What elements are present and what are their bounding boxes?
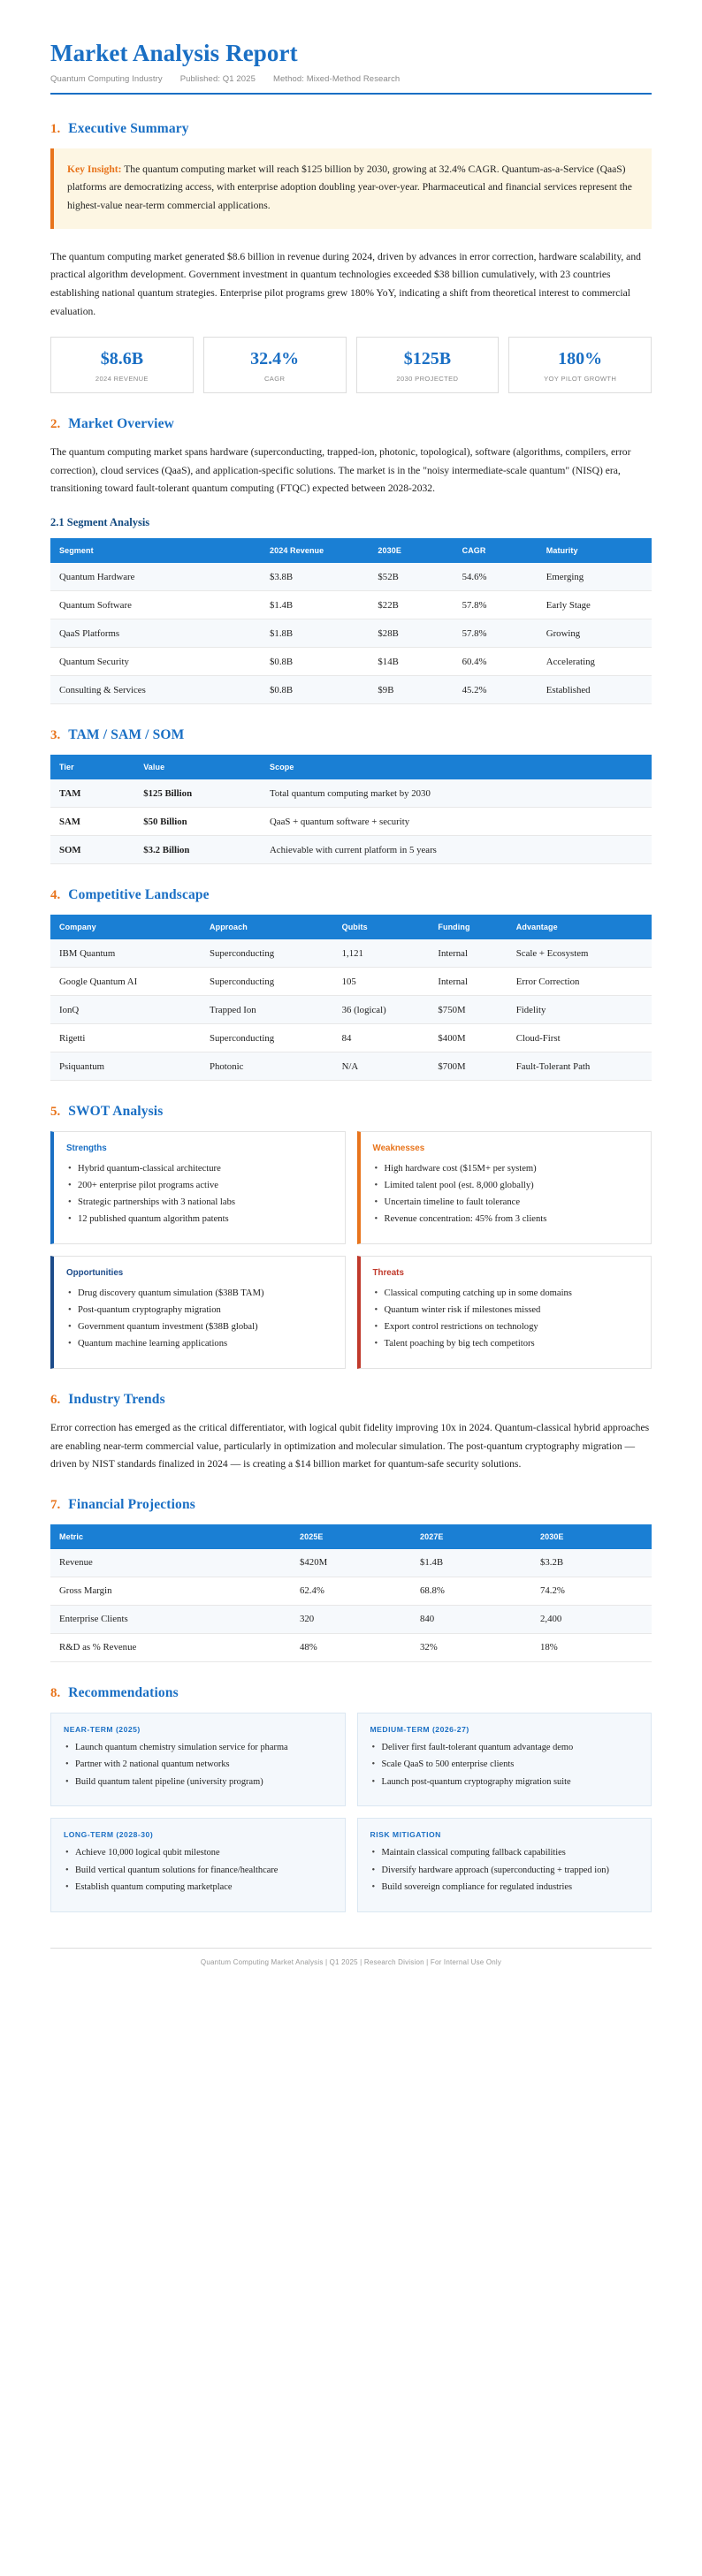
list-item: • Limited talent pool (est. 8,000 globally) <box>373 1178 639 1193</box>
meta-industry: Quantum Computing Industry <box>50 73 163 84</box>
table-row <box>50 939 652 968</box>
table-cell: 18% <box>531 1633 652 1661</box>
table-cell: $1.4B <box>411 1549 531 1577</box>
table-row <box>50 1605 652 1633</box>
metric-label: 2024 REVENUE <box>95 375 149 384</box>
section-title: Recommendations <box>68 1684 179 1700</box>
list-item: • Strategic partnerships with 3 national labs <box>66 1195 332 1210</box>
section-number: 3. <box>50 728 61 742</box>
table-cell: Gross Margin <box>50 1577 291 1605</box>
list-item: • Quantum winter risk if milestones missed <box>373 1303 639 1318</box>
column-header: 2027E <box>411 1524 531 1549</box>
column-header: Scope <box>261 755 652 779</box>
table-cell: Fidelity <box>507 996 652 1024</box>
table-row <box>50 648 652 676</box>
list-item: • Drug discovery quantum simulation ($38B TAM) <box>66 1286 332 1301</box>
list-item: • Maintain classical computing fallback capabilities <box>370 1846 639 1860</box>
table-cell: 105 <box>333 968 430 996</box>
table-cell: Superconducting <box>201 939 333 968</box>
table-cell: Fault-Tolerant Path <box>507 1052 652 1081</box>
table-cell: Rigetti <box>50 1024 201 1052</box>
column-header: Approach <box>201 915 333 939</box>
table-cell: 60.4% <box>454 648 538 676</box>
table-cell: 320 <box>291 1605 411 1633</box>
table-header-row <box>50 538 652 563</box>
section-heading <box>50 1392 652 1408</box>
table-cell: 54.6% <box>454 563 538 591</box>
table-cell: 68.8% <box>411 1577 531 1605</box>
table-cell: 2,400 <box>531 1605 652 1633</box>
table-cell: Revenue <box>50 1549 291 1577</box>
list-item: • Establish quantum computing marketplace <box>64 1881 332 1895</box>
table-cell: Internal <box>429 939 507 968</box>
table-header <box>50 915 652 939</box>
section-executive-summary <box>50 121 652 393</box>
column-header: Company <box>50 915 201 939</box>
table-cell: 36 (logical) <box>333 996 430 1024</box>
table-cell: Growing <box>538 619 652 648</box>
section-industry-trends <box>50 1392 652 1474</box>
table-cell: Error Correction <box>507 968 652 996</box>
list-item: • Diversify hardware approach (superconducting + trapped ion) <box>370 1864 639 1878</box>
list-item: • Government quantum investment ($38B global) <box>66 1319 332 1334</box>
table-row <box>50 676 652 704</box>
recommendation-card-title: LONG-TERM (2028-30) <box>64 1830 154 1840</box>
swot-list <box>373 1161 639 1227</box>
table-body <box>50 939 652 1081</box>
recommendation-list <box>64 1846 332 1895</box>
table-cell: Quantum Hardware <box>50 563 261 591</box>
table-header-row <box>50 915 652 939</box>
section-title: Executive Summary <box>68 120 189 136</box>
recommendation-card-title: NEAR-TERM (2025) <box>64 1724 141 1734</box>
table-body <box>50 779 652 864</box>
swot-card-title: Threats <box>372 1268 404 1278</box>
subsection-title-segment-analysis: 2.1 Segment Analysis <box>50 516 150 528</box>
swot-card-weaknesses <box>357 1131 652 1244</box>
column-header: 2030E <box>369 538 453 563</box>
table-cell: N/A <box>333 1052 430 1081</box>
list-item: • Partner with 2 national quantum networks <box>64 1758 332 1772</box>
table-cell: Emerging <box>538 563 652 591</box>
section-number: 4. <box>50 888 61 902</box>
list-item: • Hybrid quantum-classical architecture <box>66 1161 332 1176</box>
table-header-row <box>50 755 652 779</box>
table-cell: Photonic <box>201 1052 333 1081</box>
list-item: • Talent poaching by big tech competitors <box>373 1336 639 1351</box>
table-cell: $700M <box>429 1052 507 1081</box>
swot-card-threats <box>357 1256 652 1369</box>
table-cell: $420M <box>291 1549 411 1577</box>
section-number: 1. <box>50 121 61 136</box>
list-item: • Classical computing catching up in some domains <box>373 1286 639 1301</box>
table-header <box>50 1524 652 1549</box>
list-item: • High hardware cost ($15M+ per system) <box>373 1161 639 1176</box>
table-cell: $14B <box>369 648 453 676</box>
section-financial-projections <box>50 1497 652 1662</box>
section-title: Financial Projections <box>68 1496 195 1512</box>
list-item: • Export control restrictions on technology <box>373 1319 639 1334</box>
list-item: • 200+ enterprise pilot programs active <box>66 1178 332 1193</box>
table-cell: IonQ <box>50 996 201 1024</box>
table-cell: Consulting & Services <box>50 676 261 704</box>
table-cell: Quantum Software <box>50 591 261 619</box>
section-recommendations <box>50 1685 652 1912</box>
metric-value: 180% <box>558 349 603 369</box>
industry-trends-paragraph: Error correction has emerged as the critical differentiator, with logical qubit fidelity improving 10x in 2024. Quantum-classical hybrid approaches are enabling near-term commercial value, particularly in optimization and molecular simulation. The post-quantum cryptography migration — driven by NIST standards finalized in 2024 — is creating a $14 billion market for quantum-safe security solutions. <box>50 1422 650 1470</box>
list-item: • Revenue concentration: 45% from 3 clients <box>373 1212 639 1227</box>
financial-projections-table <box>50 1524 652 1662</box>
table-row <box>50 808 652 836</box>
table-cell: Scale + Ecosystem <box>507 939 652 968</box>
competitive-landscape-table <box>50 915 652 1081</box>
metric-value: 32.4% <box>250 349 300 369</box>
table-cell: TAM <box>50 779 134 808</box>
list-item: • 12 published quantum algorithm patents <box>66 1212 332 1227</box>
column-header: Advantage <box>507 915 652 939</box>
meta-published: Published: Q1 2025 <box>179 73 256 84</box>
list-item: • Scale QaaS to 500 enterprise clients <box>370 1758 639 1772</box>
column-header: Value <box>134 755 261 779</box>
tam-sam-som-table <box>50 755 652 864</box>
table-cell: Early Stage <box>538 591 652 619</box>
column-header: Maturity <box>538 538 652 563</box>
table-cell: Trapped Ion <box>201 996 333 1024</box>
table-cell: 840 <box>411 1605 531 1633</box>
swot-list <box>66 1286 332 1352</box>
table-cell: 48% <box>291 1633 411 1661</box>
list-item: • Deliver first fault-tolerant quantum advantage demo <box>370 1741 639 1755</box>
column-header: Segment <box>50 538 261 563</box>
section-heading <box>50 1685 652 1701</box>
table-cell: Psiquantum <box>50 1052 201 1081</box>
table-cell: $9B <box>369 676 453 704</box>
column-header: Metric <box>50 1524 291 1549</box>
section-swot-analysis <box>50 1104 652 1369</box>
section-number: 7. <box>50 1497 61 1512</box>
recommendation-card <box>357 1818 652 1911</box>
section-title: Competitive Landscape <box>68 887 210 902</box>
section-title: Market Overview <box>68 416 174 432</box>
table-cell: $50 Billion <box>134 808 261 836</box>
section-heading <box>50 1104 652 1120</box>
list-item: • Post-quantum cryptography migration <box>66 1303 332 1318</box>
metric-card <box>203 337 347 393</box>
table-row <box>50 1052 652 1081</box>
table-cell: Accelerating <box>538 648 652 676</box>
table-cell: 62.4% <box>291 1577 411 1605</box>
document-meta <box>50 74 652 84</box>
table-row <box>50 591 652 619</box>
metric-label: 2030 PROJECTED <box>396 375 459 384</box>
table-cell: $22B <box>369 591 453 619</box>
table-cell: $750M <box>429 996 507 1024</box>
table-header-row <box>50 1524 652 1549</box>
table-row <box>50 1549 652 1577</box>
table-cell: $1.4B <box>261 591 369 619</box>
table-cell: $3.2B <box>531 1549 652 1577</box>
metric-label: CAGR <box>263 375 286 384</box>
column-header: Qubits <box>333 915 430 939</box>
list-item: • Launch quantum chemistry simulation service for pharma <box>64 1741 332 1755</box>
metric-label: YOY PILOT GROWTH <box>544 375 617 384</box>
table-cell: Enterprise Clients <box>50 1605 291 1633</box>
section-heading <box>50 121 652 137</box>
metric-card <box>50 337 194 393</box>
key-insight-callout <box>50 148 652 229</box>
list-item: • Build quantum talent pipeline (university program) <box>64 1775 332 1790</box>
table-header <box>50 538 652 563</box>
swot-list <box>66 1161 332 1227</box>
recommendations-grid <box>50 1713 652 1912</box>
section-number: 2. <box>50 417 61 432</box>
footer-text: Quantum Computing Market Analysis | Q1 2025 | Research Division | For Internal Use Only <box>200 1957 502 1966</box>
table-cell: $3.8B <box>261 563 369 591</box>
table-cell: 32% <box>411 1633 531 1661</box>
table-cell: 45.2% <box>454 676 538 704</box>
market-overview-paragraph: The quantum computing market spans hardware (superconducting, trapped-ion, photonic, topological), software (algorithms, compilers, error correction), cloud services (QaaS), and application-specific solutions. The market is in the "noisy intermediate-scale quantum" (NISQ) era, transitioning toward fault-tolerant quantum computing (FTQC) expected between 2028-2032. <box>50 446 631 495</box>
recommendation-card-title: RISK MITIGATION <box>370 1830 441 1840</box>
list-item: • Uncertain timeline to fault tolerance <box>373 1195 639 1210</box>
swot-card-title: Weaknesses <box>372 1144 425 1153</box>
metric-card <box>356 337 500 393</box>
section-title: TAM / SAM / SOM <box>68 727 185 742</box>
table-cell: Internal <box>429 968 507 996</box>
recommendation-list <box>370 1741 639 1790</box>
table-cell: QaaS Platforms <box>50 619 261 648</box>
table-body <box>50 563 652 704</box>
recommendation-card <box>50 1818 346 1911</box>
recommendation-card-title: MEDIUM-TERM (2026-27) <box>370 1724 469 1734</box>
section-heading <box>50 887 652 903</box>
section-number: 8. <box>50 1685 61 1700</box>
table-cell: Google Quantum AI <box>50 968 201 996</box>
swot-grid <box>50 1131 652 1369</box>
recommendation-list <box>64 1741 332 1790</box>
table-header <box>50 755 652 779</box>
table-cell: $1.8B <box>261 619 369 648</box>
table-row <box>50 1024 652 1052</box>
metric-value: $125B <box>403 349 452 369</box>
section-heading <box>50 727 652 743</box>
recommendation-list <box>370 1846 639 1895</box>
metric-cards-row <box>50 337 652 393</box>
table-cell: 1,121 <box>333 939 430 968</box>
executive-summary-paragraph: The quantum computing market generated $8.6 billion in revenue during 2024, driven by advances in error correction, hardware scalability, and practical algorithm development. Government investment in quantum technologies exceeded $38 billion cumulatively, with 23 countries establishing national quantum strategies. Enterprise pilot programs grew 180% YoY, indicating a shift from theoretical interest to commercial evaluation. <box>50 250 641 317</box>
document-footer <box>50 1948 652 1986</box>
table-cell: Superconducting <box>201 1024 333 1052</box>
column-header: 2030E <box>531 1524 652 1549</box>
table-cell: QaaS + quantum software + security <box>261 808 652 836</box>
metric-card <box>508 337 652 393</box>
table-row <box>50 619 652 648</box>
table-cell: $52B <box>369 563 453 591</box>
section-heading <box>50 416 652 432</box>
section-number: 5. <box>50 1105 61 1119</box>
table-body <box>50 1549 652 1662</box>
recommendation-card <box>50 1713 346 1806</box>
list-item: • Quantum machine learning applications <box>66 1336 332 1351</box>
table-row <box>50 996 652 1024</box>
section-heading <box>50 1497 652 1513</box>
segment-analysis-table <box>50 538 652 704</box>
table-row <box>50 836 652 864</box>
swot-card-strengths <box>50 1131 346 1244</box>
table-cell: Cloud-First <box>507 1024 652 1052</box>
document-header <box>50 39 652 95</box>
callout-body <box>67 161 637 216</box>
column-header: Tier <box>50 755 134 779</box>
column-header: 2024 Revenue <box>261 538 369 563</box>
table-cell: $125 Billion <box>134 779 261 808</box>
list-item: • Build vertical quantum solutions for finance/healthcare <box>64 1864 332 1878</box>
table-cell: $0.8B <box>261 648 369 676</box>
column-header: 2025E <box>291 1524 411 1549</box>
table-cell: SAM <box>50 808 134 836</box>
list-item: • Build sovereign compliance for regulated industries <box>370 1881 639 1895</box>
table-cell: 84 <box>333 1024 430 1052</box>
table-cell: $28B <box>369 619 453 648</box>
table-cell: Total quantum computing market by 2030 <box>261 779 652 808</box>
swot-card-title: Opportunities <box>66 1268 124 1278</box>
table-cell: $400M <box>429 1024 507 1052</box>
page-title: Market Analysis Report <box>50 40 298 66</box>
swot-list <box>373 1286 639 1352</box>
table-row <box>50 563 652 591</box>
section-title: Industry Trends <box>68 1392 165 1407</box>
table-cell: Quantum Security <box>50 648 261 676</box>
column-header: CAGR <box>454 538 538 563</box>
table-cell: IBM Quantum <box>50 939 201 968</box>
section-competitive-landscape <box>50 887 652 1081</box>
table-row <box>50 1633 652 1661</box>
table-row <box>50 1577 652 1605</box>
table-cell: 57.8% <box>454 619 538 648</box>
section-number: 6. <box>50 1393 61 1407</box>
metric-value: $8.6B <box>100 349 144 369</box>
callout-text: The quantum computing market will reach $125 billion by 2030, growing at 32.4% CAGR. Quantum-as-a-Service (QaaS) platforms are democratizing access, with enterprise adoption doubling year-over-year. Pharmaceutical and financial services represent the highest-value near-term commercial applications. <box>67 163 632 211</box>
section-market-overview <box>50 416 652 704</box>
table-cell: Superconducting <box>201 968 333 996</box>
table-cell: SOM <box>50 836 134 864</box>
section-tam-sam-som <box>50 727 652 864</box>
list-item: • Launch post-quantum cryptography migration suite <box>370 1775 639 1790</box>
section-title: SWOT Analysis <box>68 1104 164 1119</box>
meta-method: Method: Mixed-Method Research <box>272 73 401 84</box>
table-cell: $0.8B <box>261 676 369 704</box>
table-cell: Established <box>538 676 652 704</box>
list-item: • Achieve 10,000 logical qubit milestone <box>64 1846 332 1860</box>
table-cell: 57.8% <box>454 591 538 619</box>
table-cell: Achievable with current platform in 5 years <box>261 836 652 864</box>
table-row <box>50 779 652 808</box>
swot-card-title: Strengths <box>66 1144 107 1153</box>
table-row <box>50 968 652 996</box>
callout-label: Key Insight: <box>67 163 122 175</box>
recommendation-card <box>357 1713 652 1806</box>
column-header: Funding <box>429 915 507 939</box>
table-cell: 74.2% <box>531 1577 652 1605</box>
table-cell: R&D as % Revenue <box>50 1633 291 1661</box>
swot-card-opportunities <box>50 1256 346 1369</box>
table-cell: $3.2 Billion <box>134 836 261 864</box>
